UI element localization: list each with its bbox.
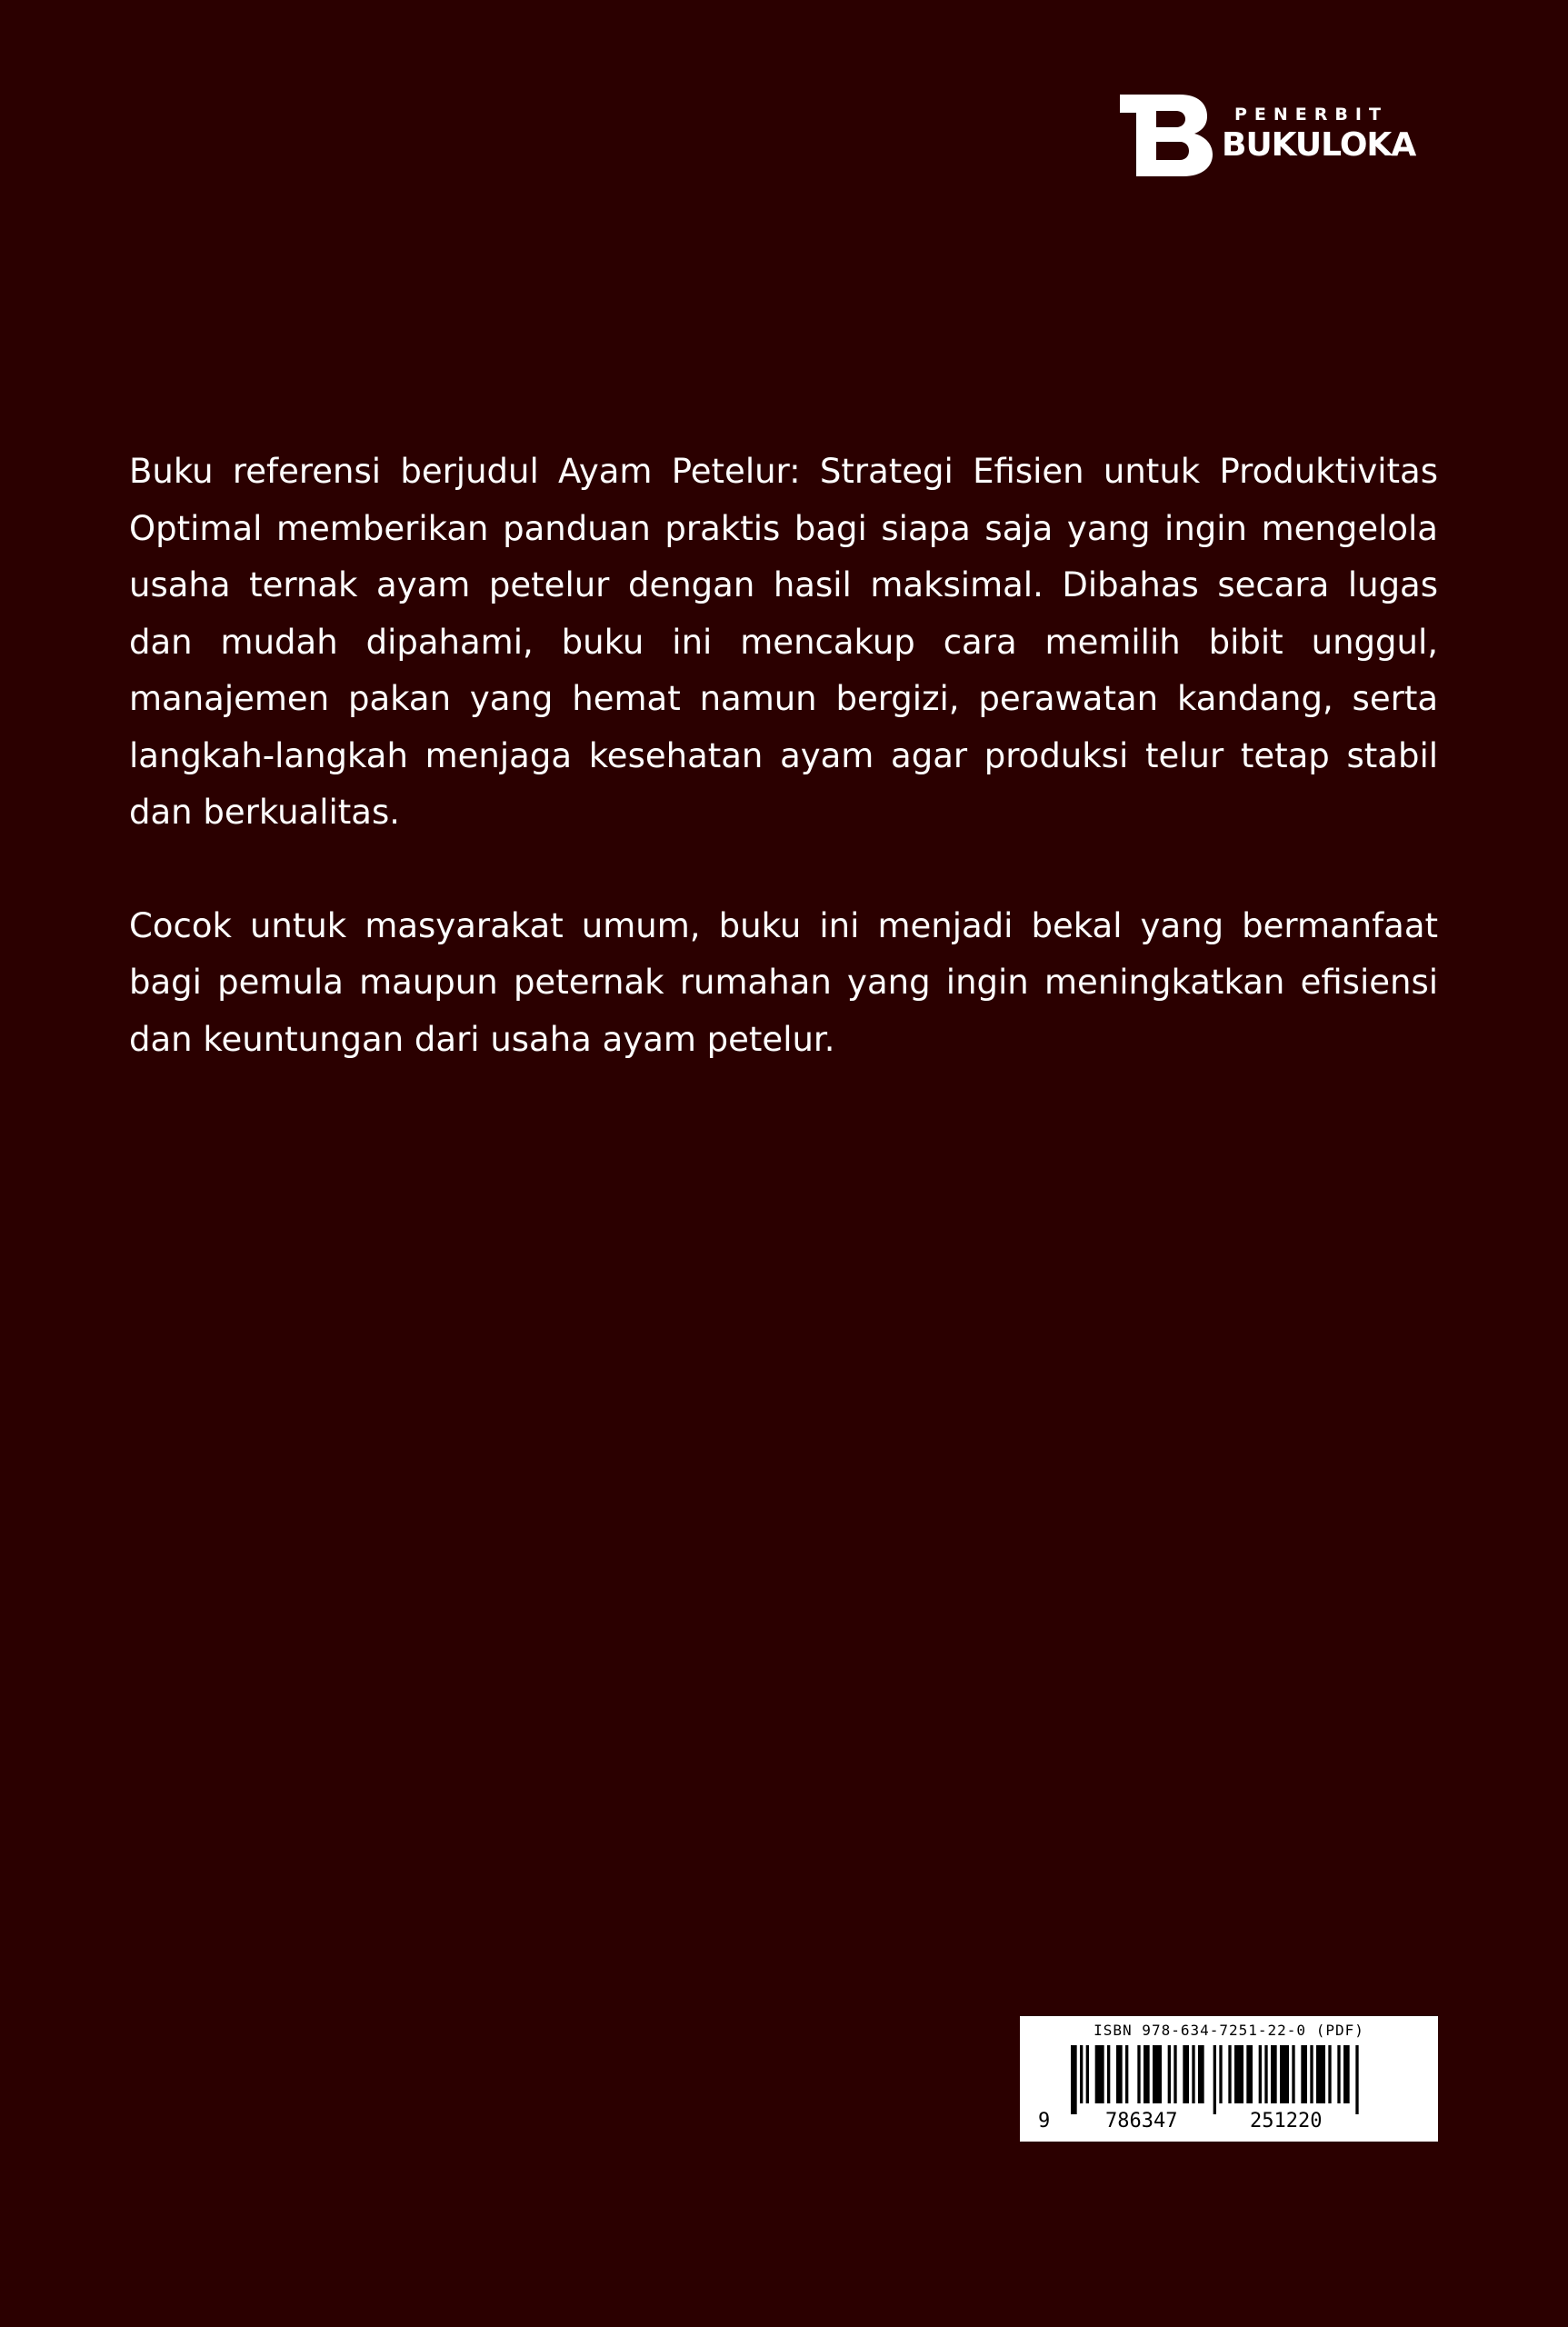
isbn-barcode [1020, 2016, 1438, 2142]
barcode-lead-digit: 9 [1038, 2110, 1051, 2132]
barcode-bar [1192, 2045, 1194, 2103]
barcode-bar [1144, 2045, 1150, 2103]
publisher-name: BUKULOKA [1222, 126, 1416, 164]
publisher-prefix: PENERBIT [1234, 105, 1388, 125]
barcode-bar [1107, 2045, 1110, 2103]
barcode-bar [1071, 2045, 1077, 2114]
barcode-bar [1219, 2045, 1222, 2103]
barcode-bar [1280, 2045, 1289, 2103]
description-paragraph-1: Buku referensi berjudul Ayam Petelur: Strategi Efisien untuk Produktivitas Optimal memberikan panduan praktis bagi siapa saja yang ingin mengelola usaha ternak ayam petelur dengan hasil maksimal. Dibahas secara lugas dan mudah dipahami, buku ini mencakup cara memilih bibit unggul, manajemen pakan yang hemat namun bergizi, perawatan kandang, serta langkah-langkah menjaga kesehatan ayam agar produksi telur tetap stabil dan berkualitas. [129, 452, 1438, 832]
barcode-bars-icon [1071, 2045, 1362, 2114]
barcode-bar [1213, 2045, 1216, 2114]
letter-b-logo-icon [1120, 95, 1213, 176]
barcode-bar [1125, 2045, 1128, 2103]
barcode-bar [1228, 2045, 1231, 2103]
publisher-logo [1120, 95, 1438, 176]
barcode-bar [1271, 2045, 1277, 2103]
barcode-bar [1086, 2045, 1089, 2103]
barcode-bar [1316, 2045, 1325, 2103]
barcode-bar [1116, 2045, 1123, 2103]
barcode-bar [1310, 2045, 1313, 2103]
barcode-bar [1183, 2045, 1189, 2103]
barcode-bar [1198, 2045, 1204, 2103]
barcode-bar [1259, 2045, 1262, 2103]
isbn-number: ISBN 978-634-7251-22-0 (PDF) [1094, 2022, 1364, 2039]
barcode-bar [1153, 2045, 1162, 2103]
barcode-bar [1095, 2045, 1104, 2103]
barcode-bar [1328, 2045, 1331, 2103]
barcode-right-digits: 251220 [1250, 2110, 1323, 2132]
barcode-bar [1137, 2045, 1140, 2103]
description-paragraph-2: Cocok untuk masyarakat umum, buku ini menjadi bekal yang bermanfaat bagi pemula maupun peternak rumahan yang ingin meningkatkan efisiensi dan keuntungan dari usaha ayam petelur. [129, 905, 1438, 1059]
book-description [129, 444, 1438, 1068]
barcode-bar [1337, 2045, 1340, 2103]
barcode-bar [1292, 2045, 1294, 2103]
barcode-bar [1264, 2045, 1267, 2103]
barcode-bar [1246, 2045, 1253, 2103]
barcode-left-digits: 786347 [1105, 2110, 1178, 2132]
barcode-bar [1168, 2045, 1171, 2103]
barcode-bar [1174, 2045, 1176, 2103]
publisher-wordmark [1222, 104, 1438, 165]
barcode-bar [1343, 2045, 1350, 2103]
barcode-bar [1234, 2045, 1243, 2103]
barcode-bar [1355, 2045, 1358, 2114]
barcode-bar [1301, 2045, 1307, 2103]
barcode-bar [1080, 2045, 1083, 2103]
